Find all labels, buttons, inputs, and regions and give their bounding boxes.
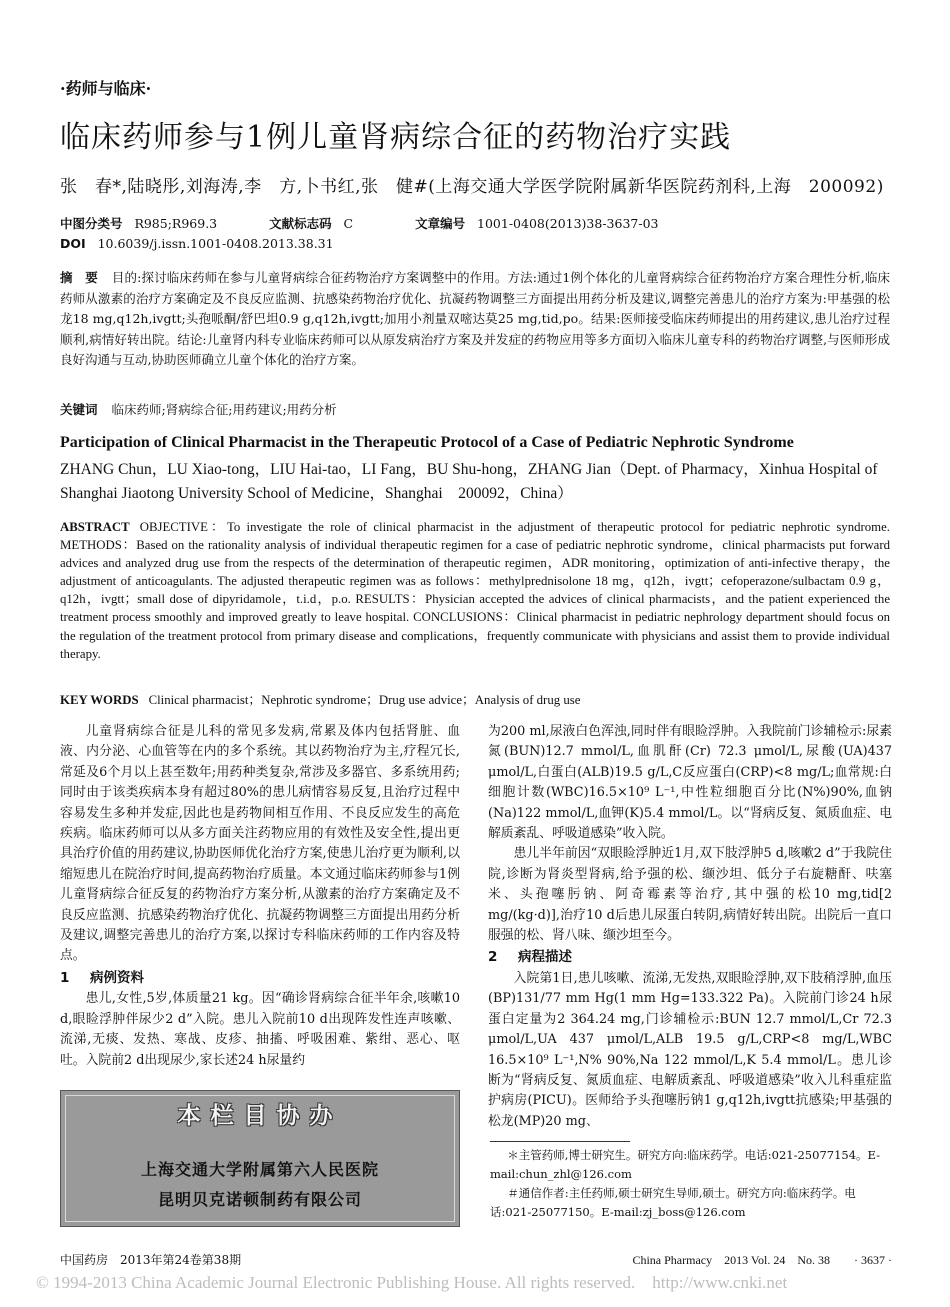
classification-line bbox=[60, 214, 659, 232]
body-right-column bbox=[488, 722, 892, 1132]
doc-value: C bbox=[343, 216, 354, 231]
sponsor-line-1: 上海交通大学附属第六人民医院 bbox=[140, 1160, 379, 1179]
english-keywords-text: Clinical pharmacist；Nephrotic syndrome；Drug use advice；Analysis of drug use bbox=[148, 693, 581, 707]
lab-paragraph: 为200 ml,尿液白色浑浊,同时伴有眼睑浮肿。入我院前门诊辅检示:尿素氮(BUN)12.7 mmol/L,血肌酐(Cr) 72.3 μmol/L,尿酸(UA)437 μmol/L,白蛋白(ALB)19.5 g/L,C反应蛋白(CRP)<8 mg/L;血常规:白细胞计数(WBC)16.5×10⁹ L⁻¹,中性粒细胞百分比(N%)90%,血钠(Na)122 mmol/L,血钾(K)5.4 mmol/L。以“肾病反复、氮质血症、电解质紊乱、呼吸道感染”收入院。 bbox=[488, 724, 892, 842]
english-abstract-text: OBJECTIVE：To investigate the role of clinical pharmacist in the adjustment of therapeutic protocol for pediatric nephrotic syndrome. METHODS：Based on the rationality analysis of individual therapeutic regimen for a case of pediatric nephrotic syndrome，clinical pharmacists put forward advices and analyzed drug use from the respects of the determination of therapeutic regimen，ADR monitoring，optimization of anti-infective therapy，the adjustment of anticoagulants. The adjusted therapeutic regimen was as follows：methylprednisolone 18 mg，q12h，ivgtt；cefoperazone/sulbactam 0.9 g，q12h，ivgtt；small dose of dipyridamole，t.i.d，p.o. RESULTS：Physician accepted the advices of clinical pharmacists，and the patient experienced the treatment process smoothly and improved greatly to leave hospital. CONCLUSIONS：Clinical pharmacist in pediatric nephrology department should focus on the regulation of the treatment protocol from primary disease and complications，frequently communicate with physicians and assist them to provide individual therapy. bbox=[60, 520, 890, 661]
english-abstract bbox=[60, 518, 890, 663]
history-paragraph: 患儿半年前因“双眼睑浮肿近1月,双下肢浮肿5 d,咳嗽2 d”于我院住院,诊断为肾炎型肾病,给予强的松、缬沙坦、低分子右旋糖酐、呋塞米、头孢噻肟钠、阿奇霉素等治疗,其中强的松10 mg,tid[2 mg/(kg·d)],治疗10 d后患儿尿蛋白转阴,病情好转出院。出院后一直口服强的松、肾八味、缬沙坦至今。 bbox=[488, 846, 892, 944]
article-value: 1001-0408(2013)38-3637-03 bbox=[477, 216, 659, 231]
footnote-1: ＊主管药师,博士研究生。研究方向:临床药学。电话:021-25077154。E-mail:chun_zhl@126.com bbox=[490, 1148, 881, 1181]
sponsor-line-2: 昆明贝克诺顿制药有限公司 bbox=[157, 1190, 362, 1209]
abstract-cn-text: 目的:探讨临床药师在参与儿童肾病综合征药物治疗方案调整中的作用。方法:通过1例个体化的儿童肾病综合征药物治疗方案合理性分析,临床药师从激素的治疗方案确定及不良反应监测、抗感染药物治疗优化、抗凝药物调整三方面提出用药分析及建议,调整完善患儿的治疗方案为:甲基强的松龙18 mg,q12h,ivgtt;头孢哌酮/舒巴坦0.9 g,q12h,ivgtt;加用小剂量双嘧达莫25 mg,tid,po。结果:医师接受临床药师提出的用药建议,患儿治疗过程顺利,病情好转出院。结论:儿童肾内科专业临床药师可以从原发病治疗方案及并发症的药物应用等多方面切入临床儿童专科的药物治疗调整,与医师形成良好沟通与互动,协助医师确立儿童个体化的治疗方案。 bbox=[60, 270, 890, 368]
intro-paragraph: 儿童肾病综合征是儿科的常见多发病,常累及体内包括肾脏、血液、内分泌、心血管等在内的多个系统。其以药物治疗为主,疗程冗长,常延及6个月以上甚至数年;用药种类复杂,常涉及多器官、多系统用药;同时由于该类疾病本身有超过80%的患儿病情容易反复,且治疗过程中容易发生多种并发症,因此也是药物间相互作用、不良反应发生的高危疾病。临床药师可以从多方面关注药物应用的有效性及安全性,提出更具治疗价值的用药建议,协助医师优化治疗方案,使患儿治疗更为顺利,以缩短患儿在院治疗时间,提高药物治疗质量。本文通过临床药师参与1例儿童肾病综合征反复的药物治疗方案分析,从激素的治疗方案确定及不良反应监测、抗感染药物治疗优化、抗凝药物调整三方面提出用药分析及建议,调整完善患儿的治疗方案,以探讨专科临床药师的工作内容及特点。 bbox=[60, 724, 460, 964]
doi-label: DOI bbox=[60, 236, 86, 251]
author-line: 张 春*,陆晓彤,刘海涛,李 方,卜书红,张 健#(上海交通大学医学院附属新华医院药剂科,上海 200092) bbox=[60, 177, 884, 197]
keywords-cn bbox=[60, 400, 337, 418]
abstract-cn-label: 摘 要 bbox=[60, 270, 98, 285]
footnotes bbox=[490, 1146, 892, 1222]
footnote-divider bbox=[490, 1141, 630, 1142]
doi-value: 10.6039/j.issn.1001-0408.2013.38.31 bbox=[97, 236, 334, 251]
doc-label: 文献标志码 bbox=[269, 216, 332, 231]
section-heading-2: 2 病程描述 bbox=[488, 949, 572, 966]
article-label: 文章编号 bbox=[415, 216, 466, 231]
footer-right: China Pharmacy 2013 Vol. 24 No. 38 · 3637 · bbox=[632, 1253, 892, 1267]
course-paragraph: 入院第1日,患儿咳嗽、流涕,无发热,双眼睑浮肿,双下肢稍浮肿,血压(BP)131/77 mm Hg(1 mm Hg=133.322 Pa)。入院前门诊24 h尿蛋白定量为2 364.24 mg,门诊辅检示:BUN 12.7 mmol/L,Cr 72.3 μmol/L,UA 437 μmol/L,ALB 19.5 g/L,CRP<8 mg/L,WBC 16.5×10⁹ L⁻¹,N% 90%,Na 122 mmol/L,K 5.4 mmol/L。患儿诊断为“肾病反复、氮质血症、电解质紊乱、呼吸道感染”收入儿科重症监护病房(PICU)。医师给予头孢噻肟钠1 g,q12h,ivgtt抗感染;甲基强的松龙(MP)20 mg、 bbox=[488, 970, 892, 1129]
footnote-2: ＃通信作者:主任药师,硕士研究生导师,硕士。研究方向:临床药学。电话:021-25077150。E-mail:zj_boss@126.com bbox=[490, 1186, 856, 1219]
english-title: Participation of Clinical Pharmacist in the Therapeutic Protocol of a Case of Pediatric Nephrotic Syndrome bbox=[60, 434, 794, 451]
article-title: 临床药师参与1例儿童肾病综合征的药物治疗实践 bbox=[60, 120, 732, 155]
sponsor-box bbox=[60, 1090, 460, 1227]
copyright-watermark: © 1994-2013 China Academic Journal Electronic Publishing House. All rights reserved. http://www.cnki.net bbox=[36, 1273, 788, 1292]
keywords-cn-label: 关键词 bbox=[60, 402, 98, 417]
english-authors: ZHANG Chun，LU Xiao-tong，LIU Hai-tao，LI Fang，BU Shu-hong，ZHANG Jian（Dept. of Pharmacy，Xinhua Hospital of Shanghai Jiaotong University School of Medicine，Shanghai 200092，China） bbox=[60, 461, 878, 502]
section-heading-1: 1 病例资料 bbox=[60, 969, 144, 986]
body-left-column bbox=[60, 722, 460, 1071]
doi-line bbox=[60, 236, 334, 251]
footer-left: 中国药房 2013年第24卷第38期 bbox=[60, 1253, 242, 1267]
case-paragraph: 患儿,女性,5岁,体质量21 kg。因“确诊肾病综合征半年余,咳嗽10 d,眼睑浮肿伴尿少2 d”入院。患儿入院前10 d出现阵发性连声咳嗽、流涕,无痰、发热、寒战、皮疹、抽搐、呼吸困难、紫绀、恶心、呕吐。入院前2 d出现尿少,家长述24 h尿量约 bbox=[60, 991, 460, 1068]
sponsor-heading: 本栏目协办 bbox=[177, 1103, 343, 1129]
abstract-cn bbox=[60, 268, 890, 371]
english-keywords-label: KEY WORDS bbox=[60, 693, 139, 707]
class-label: 中图分类号 bbox=[60, 216, 123, 231]
column-tag: ·药师与临床· bbox=[60, 79, 152, 98]
keywords-cn-text: 临床药师;肾病综合征;用药建议;用药分析 bbox=[111, 402, 337, 417]
class-value: R985;R969.3 bbox=[134, 216, 218, 231]
english-keywords bbox=[60, 689, 580, 708]
english-abstract-label: ABSTRACT bbox=[60, 520, 130, 534]
